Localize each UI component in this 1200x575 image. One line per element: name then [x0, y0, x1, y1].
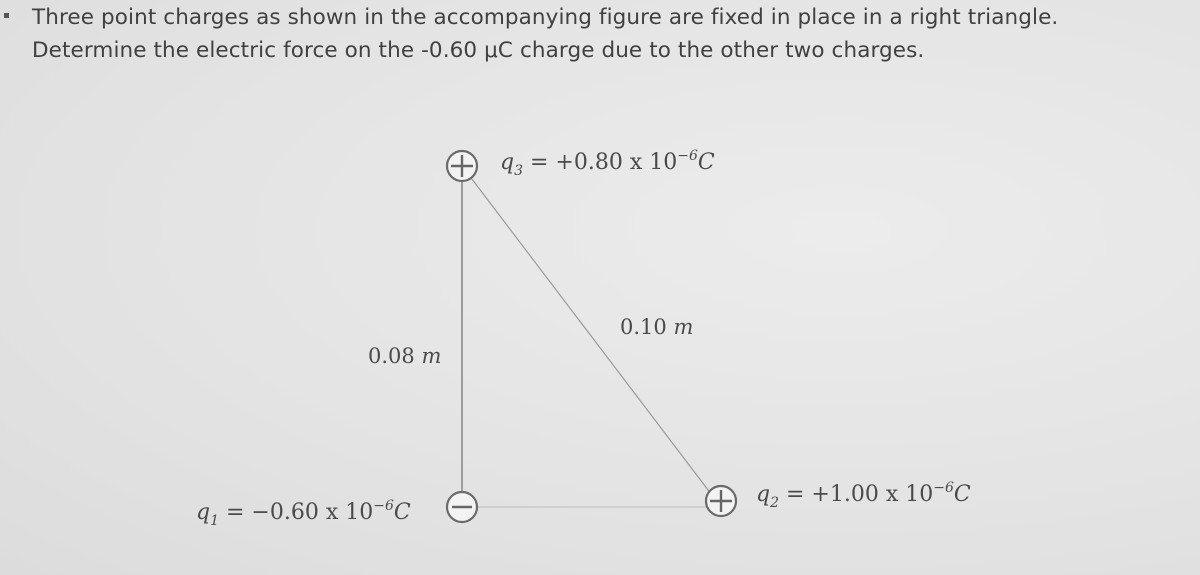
question-line-1: Three point charges as shown in the accompanying figure are fixed in place in a right triangle. [32, 5, 1059, 30]
question-line-2: Determine the electric force on the -0.60 μC charge due to the other two charges. [32, 38, 925, 63]
distance-hypotenuse-label: 0.10 m [620, 315, 694, 339]
distance-vertical-label: 0.08 m [368, 344, 442, 368]
q2-label: $q_2 = +1.00$ x $10^{-6}C$ [756, 480, 971, 511]
q3-label: $q_3 = +0.80$ x $10^{-6}C$ [500, 148, 715, 179]
charge-q2-icon [706, 486, 736, 516]
charge-q3-icon [447, 151, 477, 181]
charge-q1-icon [447, 492, 477, 522]
q1-label: $q_1 = -0.60$ x $10^{-6}C$ [196, 498, 411, 529]
